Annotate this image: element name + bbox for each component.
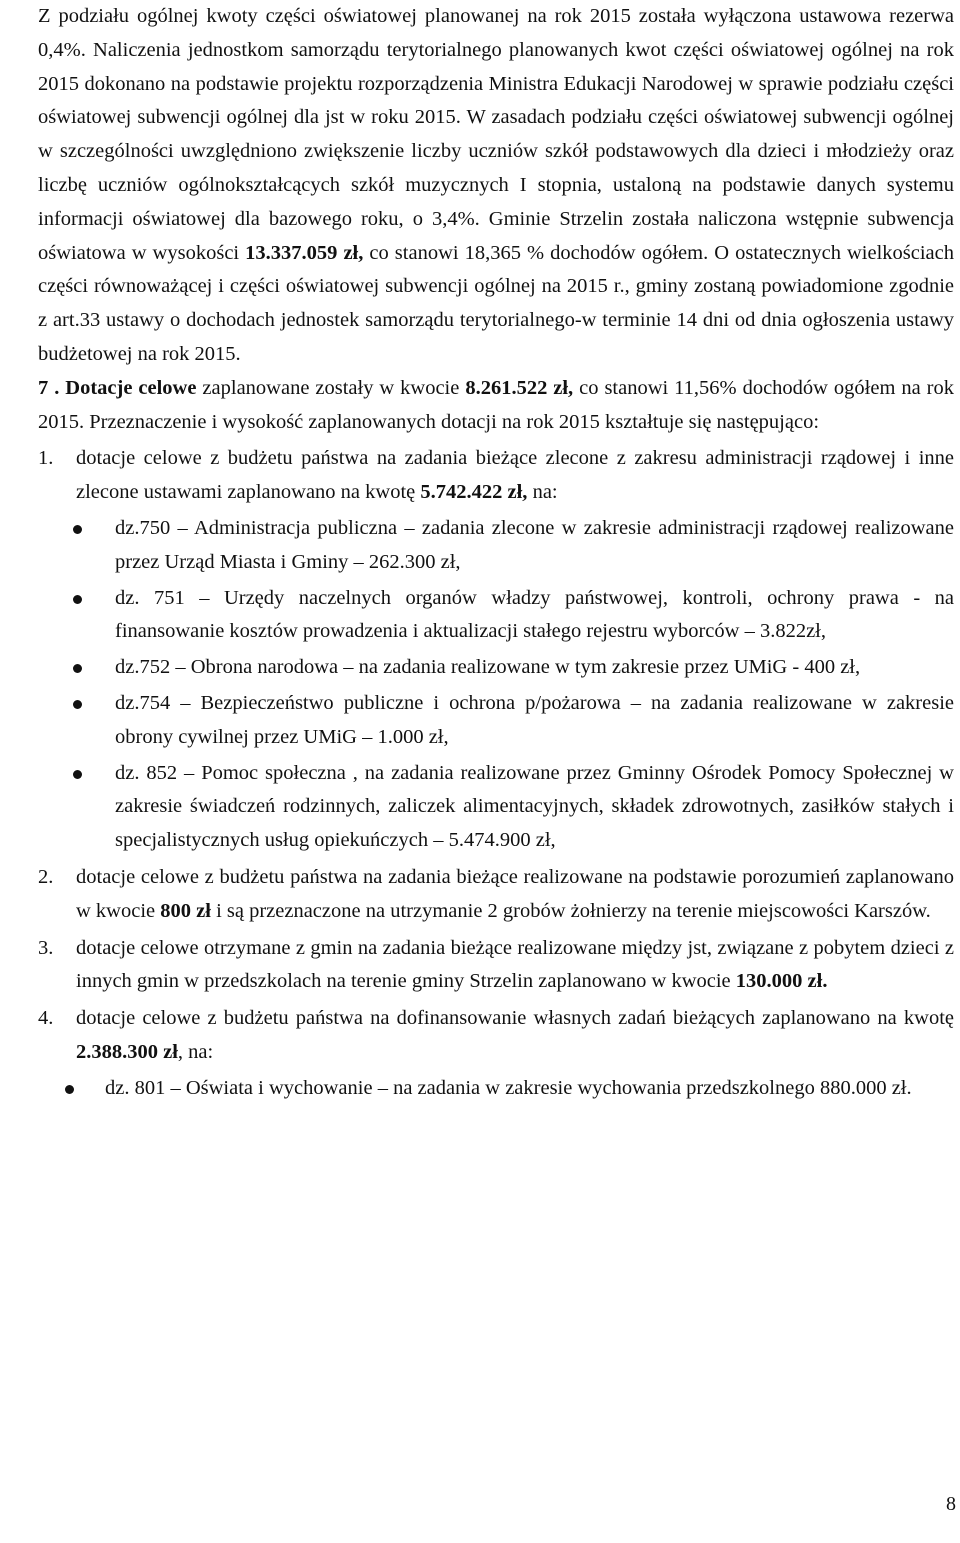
intro-paragraph: [38, 0, 954, 372]
item-text: [76, 932, 954, 1000]
bullet-text: dz. 801 – Oświata i wychowanie – na zadania w zakresie wychowania przedszkolnego 880.000 zł.: [105, 1076, 912, 1099]
item-body: dotacje celowe z budżetu państwa na dofinansowanie własnych zadań bieżących zaplanowano na kwotę: [76, 1007, 954, 1030]
bullet-icon: [73, 664, 82, 673]
intro-text-1: Z podziału ogólnej kwoty części oświatowej planowanej na rok 2015 została wyłączona ustawowa rezerwa 0,4%. Naliczenia jednostkom samorządu terytorialnego planowanych kwot części oświatowej ogólnej na rok 2015 dokonano na podstawie projektu rozporządzenia Ministra Edukacji Narodowej w sprawie podziału części oświatowej subwencji ogólnej dla jst w roku 2015.: [38, 5, 954, 129]
bullet-icon: [73, 595, 82, 604]
item-text: [76, 1002, 954, 1070]
bullet-text: dz. 751 – Urzędy naczelnych organów władzy państwowej, kontroli, ochrony prawa - na finansowanie kosztów prowadzenia i aktualizacji stałego rejestru wyborców – 3.822zł,: [115, 586, 954, 643]
bullet-item: [38, 1072, 954, 1106]
bullet-text: dz.754 – Bezpieczeństwo publiczne i ochrona p/pożarowa – na zadania realizowane w zakresie obrony cywilnej przez UMiG – 1.000 zł,: [115, 691, 954, 748]
document-page: [38, 0, 954, 1106]
bullet-item: [38, 757, 954, 858]
item-number: 1.: [38, 447, 54, 470]
page-number: 8: [946, 1493, 956, 1515]
bullet-icon: [73, 700, 82, 709]
item-amount: 5.742.422 zł,: [420, 481, 528, 504]
item-body: dotacje celowe z budżetu państwa na zadania bieżące zlecone z zakresu administracji rządowej i inne zlecone ustawami zaplanowano na kwotę: [76, 447, 954, 504]
item-amount: 130.000 zł.: [735, 970, 828, 993]
item-body: dotacje celowe z budżetu państwa na zadania bieżące realizowane na podstawie porozumień zaplanowano w kwocie: [76, 865, 954, 922]
bullet-icon: [73, 525, 82, 534]
item-number: 4.: [38, 1007, 54, 1030]
bullet-icon: [65, 1085, 74, 1094]
section-heading: Dotacje celowe: [65, 376, 197, 399]
item-after: i są przeznaczone na utrzymanie 2 grobów żołnierzy na terenie miejscowości Karszów.: [210, 899, 931, 922]
section-amount: 8.261.522 zł,: [465, 376, 574, 399]
section-7-paragraph: [38, 372, 954, 440]
item-amount: 2.388.300 zł: [76, 1040, 178, 1063]
item-text: [76, 861, 954, 929]
section-number: 7 .: [38, 376, 66, 399]
intro-text-2: W zasadach podziału części oświatowej subwencji ogólnej w szczególności uwzględniono zwiększenie liczby uczniów szkół podstawowych dla dzieci i młodzieży oraz liczbę uczniów ogólnokształcących szkół muzycznych I stopnia, ustaloną na podstawie danych systemu informacji oświatowej dla bazowego roku, o 3,4%. Gminie Strzelin została naliczona wstępnie subwencja oświatowa w wysokości: [38, 106, 955, 264]
item-amount: 800 zł: [160, 899, 211, 922]
bullet-item: [38, 651, 954, 685]
item-text: [76, 442, 954, 510]
intro-text-3: co stanowi 18,365 % dochodów ogółem. O ostatecznych wielkościach części równoważącej i części oświatowej subwencji ogólnej na 2015 r., gminy zostaną powiadomione zgodnie z art.33 ustawy o dochodach jednostek samorządu terytorialnego-w terminie 14 dni od dnia ogłoszenia ustawy budżetowej na rok 2015.: [38, 241, 954, 365]
item-after: na:: [527, 481, 558, 504]
item-number: 3.: [38, 936, 54, 959]
bullet-item: [38, 582, 954, 650]
item-number: 2.: [38, 865, 54, 888]
list-item-2: [38, 861, 954, 929]
bullet-text: dz.750 – Administracja publiczna – zadania zlecone w zakresie administracji rządowej realizowane przez Urząd Miasta i Gminy – 262.300 zł,: [115, 516, 954, 573]
bullet-icon: [73, 770, 82, 779]
bullet-item: [38, 512, 954, 580]
section-text-1: zaplanowane zostały w kwocie: [196, 376, 466, 399]
list-item-3: [38, 932, 954, 1000]
subsidy-amount: 13.337.059 zł,: [245, 241, 364, 264]
list-item-4: [38, 1002, 954, 1070]
bullet-text: dz. 852 – Pomoc społeczna , na zadania realizowane przez Gminny Ośrodek Pomocy Społecznej w zakresie świadczeń rodzinnych, zaliczek alimentacyjnych, składek zdrowotnych, zasiłków stałych i specjalistycznych usług opiekuńczych – 5.474.900 zł,: [115, 761, 954, 852]
item-after: , na:: [177, 1040, 214, 1063]
list-item-1: [38, 442, 954, 510]
bullet-text: dz.752 – Obrona narodowa – na zadania realizowane w tym zakresie przez UMiG - 400 zł,: [115, 656, 861, 679]
bullet-item: [38, 687, 954, 755]
section-text-2: co stanowi 11,56% dochodów ogółem na rok 2015. Przeznaczenie i wysokość zaplanowanych dotacji na rok 2015 kształtuje się następująco:: [38, 376, 955, 433]
item-body: dotacje celowe otrzymane z gmin na zadania bieżące realizowane między jst, związane z pobytem dzieci z innych gmin w przedszkolach na terenie gminy Strzelin zaplanowano w kwocie: [76, 936, 954, 993]
